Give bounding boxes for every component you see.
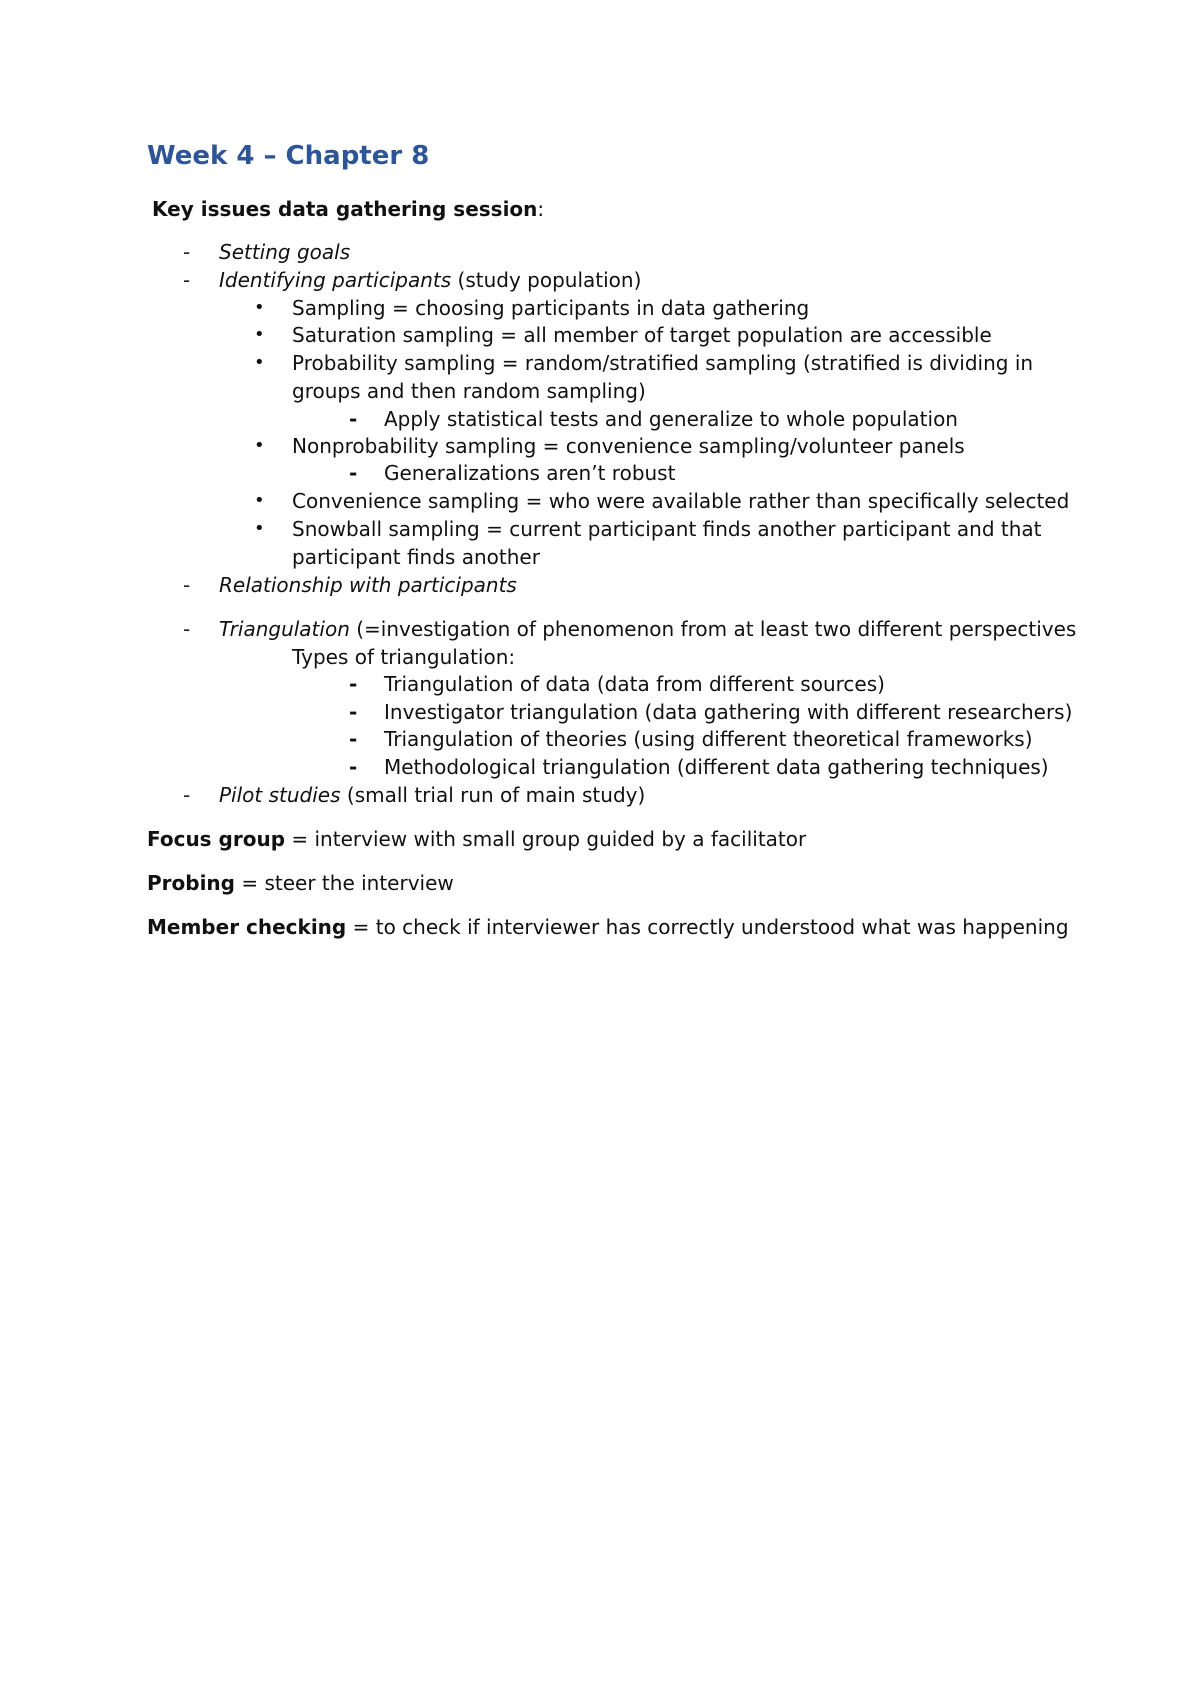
list-item-triangulation: Triangulation (=investigation of phenomenon from at least two different perspectives (219, 617, 1077, 641)
bullet-item-convenience: Convenience sampling = who were available rather than specifically selected (292, 489, 1070, 513)
bullet-marker: • (254, 324, 265, 345)
dash-marker: - (183, 240, 191, 264)
bullet-marker: • (254, 352, 265, 373)
bullet-item-probability-line-1: Probability sampling = random/stratified sampling (stratified is dividing in (292, 351, 1034, 375)
dash-marker: - (183, 268, 191, 292)
sub-item-methodological-triangulation: Methodological triangulation (different data gathering techniques) (384, 755, 1049, 779)
page-title: Week 4 – Chapter 8 (147, 141, 430, 171)
definition-member-checking: Member checking = to check if interviewer has correctly understood what was happening (147, 915, 1069, 939)
types-of-triangulation-label: Types of triangulation: (292, 645, 516, 669)
dash-marker: - (183, 617, 191, 641)
sub-item-investigator-triangulation: Investigator triangulation (data gathering with different researchers) (384, 700, 1073, 724)
definition-focus-group: Focus group = interview with small group guided by a facilitator (147, 827, 807, 851)
bullet-item-probability-line-2: groups and then random sampling) (292, 379, 646, 403)
dash-marker: - (183, 573, 191, 597)
intro-colon: : (537, 197, 545, 221)
sub-item-triangulation-of-theories: Triangulation of theories (using different theoretical frameworks) (384, 727, 1033, 751)
list-item-identifying-participants: Identifying participants (study population) (219, 268, 642, 292)
bullet-item-sampling: Sampling = choosing participants in data gathering (292, 296, 810, 320)
intro-bold: Key issues data gathering session (152, 197, 538, 221)
sub-item-triangulation-of-data: Triangulation of data (data from different sources) (384, 672, 885, 696)
bullet-item-saturation: Saturation sampling = all member of target population are accessible (292, 323, 992, 347)
sub-dash-marker: - (349, 407, 358, 431)
sub-item-apply-tests: Apply statistical tests and generalize to whole population (384, 407, 958, 431)
bullet-marker: • (254, 518, 265, 539)
bullet-marker: • (254, 490, 265, 511)
list-item-setting-goals: Setting goals (219, 240, 351, 264)
bullet-item-snowball-line-2: participant finds another (292, 545, 540, 569)
bullet-item-snowball-line-1: Snowball sampling = current participant finds another participant and that (292, 517, 1042, 541)
dash-marker: - (183, 783, 191, 807)
sub-dash-marker: - (349, 461, 358, 485)
bullet-item-nonprobability: Nonprobability sampling = convenience sampling/volunteer panels (292, 434, 965, 458)
sub-dash-marker: - (349, 672, 358, 696)
definition-probing: Probing = steer the interview (147, 871, 454, 895)
sub-dash-marker: - (349, 755, 358, 779)
sub-dash-marker: - (349, 727, 358, 751)
section-intro (152, 197, 544, 221)
bullet-marker: • (254, 435, 265, 456)
bullet-marker: • (254, 297, 265, 318)
list-item-pilot-studies: Pilot studies (small trial run of main study) (219, 783, 646, 807)
sub-dash-marker: - (349, 700, 358, 724)
sub-item-generalizations: Generalizations aren’t robust (384, 461, 676, 485)
list-item-relationship: Relationship with participants (219, 573, 517, 597)
